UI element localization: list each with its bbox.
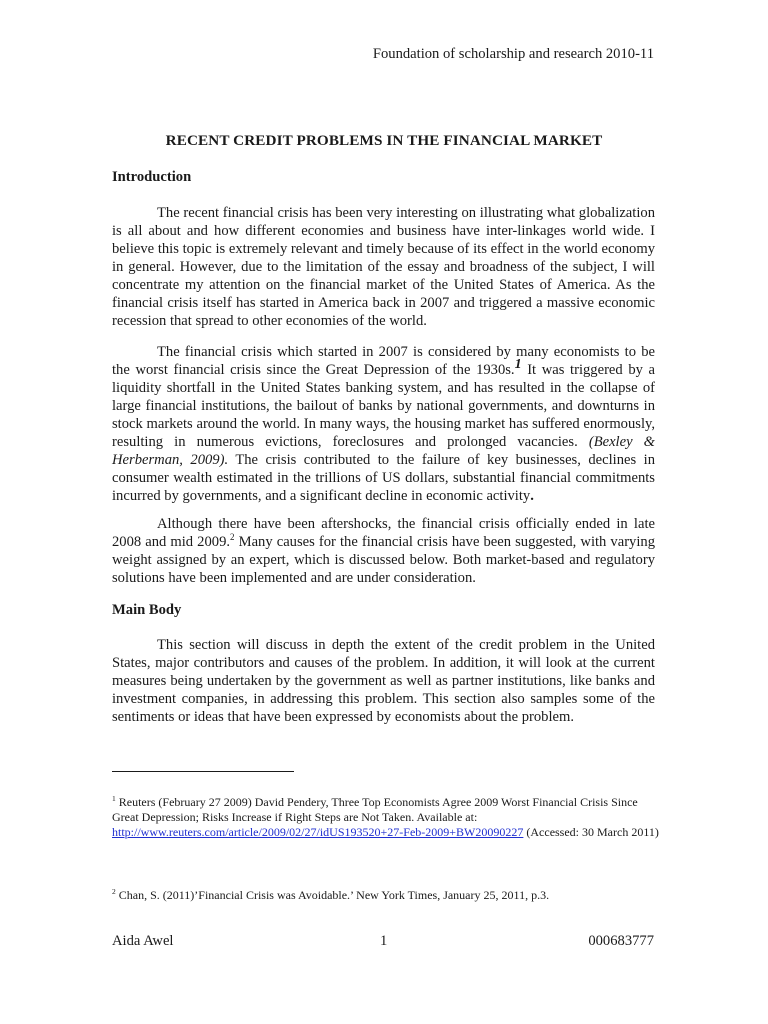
footer-student-id: 000683777 (588, 933, 654, 949)
section-heading-introduction: Introduction (112, 169, 192, 185)
citation: (Bexley & Herberman, 2009). (112, 434, 655, 468)
running-header: Foundation of scholarship and research 2010-11 (372, 46, 654, 62)
footnote-number: 1 (112, 794, 116, 803)
paragraph-intro-1 (112, 204, 655, 330)
document-title: RECENT CREDIT PROBLEMS IN THE FINANCIAL MARKET (165, 132, 603, 149)
footnote-1 (112, 795, 660, 840)
paragraph-main-1 (112, 636, 655, 726)
paragraph-text: It was triggered by a liquidity shortfall in the United States banking system, and has resulted in the collapse of large financial institutions, the bailout of banks by national governments, and downturns in stock markets around the world. In many ways, the housing market has suffered enormously, resulting in numerous evictions, foreclosures and prolonged vacancies. (112, 362, 655, 450)
paragraph-text: The financial crisis which started in 2007 is considered by many economists to be the worst financial crisis since the Great Depression of the 1930s. (112, 344, 655, 378)
footnote-ref-2[interactable]: 2 (230, 532, 235, 543)
paragraph-text: This section will discuss in depth the extent of the credit problem in the United States, major contributors and causes of the problem. In addition, it will look at the current measures being undertaken by the government as well as partner institutions, like banks and investment companies, in addressing this problem. This section also samples some of the sentiments or ideas that have been expressed by economists about the problem. (112, 637, 655, 725)
footnote-link[interactable]: http://www.reuters.com/article/2009/02/27/idUS193520+27-Feb-2009+BW20090227 (112, 825, 524, 839)
footnote-text: Chan, S. (2011)’Financial Crisis was Avoidable.’ New York Times, January 25, 2011, p.3. (115, 888, 550, 902)
paragraph-intro-3 (112, 515, 655, 587)
footnote-text: Reuters (February 27 2009) David Pendery, Three Top Economists Agree 2009 Worst Financial Crisis Since Great Depression; Risks Increase if Right Steps are Not Taken. Available at: (112, 795, 638, 824)
footer-author: Aida Awel (112, 933, 174, 949)
paragraph-text: The recent financial crisis has been very interesting on illustrating what globalization is all about and how different economies and business have inter-linkages world wide. I believe this topic is extremely relevant and timely because of its effect in the world economy in general. However, due to the limitation of the essay and broadness of the subject, I will concentrate my attention on the financial market of the United States of America. As the financial crisis itself has started in America back in 2007 and triggered a massive economic recession that spread to other economies of the world. (112, 205, 655, 329)
paragraph-text: . (530, 488, 534, 504)
paragraph-text: The crisis contributed to the failure of key businesses, declines in consumer wealth estimated in the trillions of US dollars, substantial financial commitments incurred by governments, and a significant decline in economic activity (112, 452, 655, 504)
footnote-separator (112, 771, 294, 772)
footnote-ref-1[interactable]: 1 (514, 357, 522, 373)
footnote-number: 2 (112, 887, 116, 896)
paragraph-text: Many causes for the financial crisis have been suggested, with varying weight assigned by an expert, which is discussed below. Both market-based and regulatory solutions have been implemented and are under consideration. (112, 534, 656, 586)
footnote-2 (112, 888, 660, 903)
section-heading-main-body: Main Body (112, 602, 182, 618)
footnote-text: (Accessed: 30 March 2011) (523, 825, 659, 839)
paragraph-intro-2 (112, 343, 655, 505)
footer-page-number: 1 (380, 933, 388, 949)
paragraph-text: Although there have been aftershocks, the financial crisis officially ended in late 2008 and mid 2009. (112, 516, 655, 550)
